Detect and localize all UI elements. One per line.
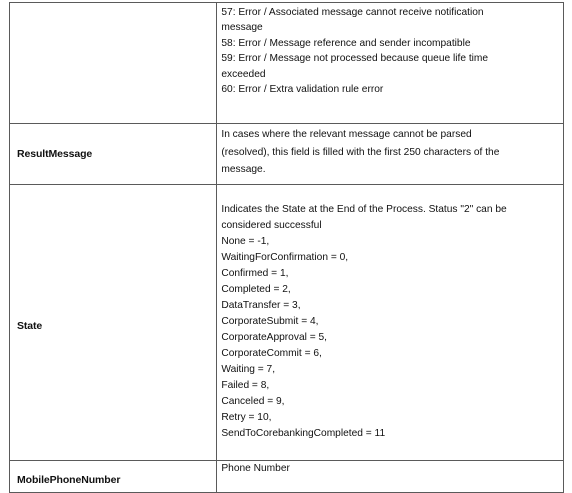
description-line: Retry = 10, <box>221 412 272 423</box>
field-description-table <box>9 2 564 493</box>
description-line: None = -1, <box>221 236 270 247</box>
description-line: message <box>221 22 263 34</box>
description-line: DataTransfer = 3, <box>221 300 301 311</box>
description-line: (resolved), this field is filled with the first 250 characters of the <box>221 146 500 158</box>
description-line: CorporateCommit = 6, <box>221 348 322 359</box>
table-row <box>10 461 564 493</box>
description-line: Confirmed = 1, <box>221 268 289 279</box>
description-line: Waiting = 7, <box>221 364 276 375</box>
table-row <box>10 124 564 185</box>
description-line: message. <box>221 164 266 175</box>
description-line: Failed = 8, <box>221 380 270 391</box>
field-description-cell <box>217 124 564 185</box>
field-name-cell: ResultMessage <box>10 124 217 185</box>
table-row <box>10 3 564 124</box>
description-line: exceeded <box>221 68 266 80</box>
field-description-cell <box>217 185 564 461</box>
description-line: In cases where the relevant message cannot be parsed <box>221 129 472 140</box>
description-line: WaitingForConfirmation = 0, <box>221 252 349 263</box>
field-description-cell <box>217 461 564 493</box>
description-line: CorporateSubmit = 4, <box>221 316 319 327</box>
description-line: Canceled = 9, <box>221 396 285 407</box>
description-line: 58: Error / Message reference and sender incompatible <box>221 37 471 49</box>
field-description-cell <box>217 3 564 124</box>
field-name-cell: MobilePhoneNumber <box>10 461 217 493</box>
description-line: 60: Error / Extra validation rule error <box>221 84 384 96</box>
description-line: CorporateApproval = 5, <box>221 332 327 343</box>
field-name-cell: State <box>10 185 217 461</box>
field-name-cell <box>10 3 217 124</box>
description-line: Completed = 2, <box>221 284 291 295</box>
description-line: 57: Error / Associated message cannot receive notification <box>221 7 484 18</box>
description-line: SendToCorebankingCompleted = 11 <box>221 428 386 439</box>
table-row <box>10 185 564 461</box>
description-line: Phone Number <box>221 463 290 474</box>
description-line: 59: Error / Message not processed because queue life time <box>221 53 489 65</box>
description-line: Indicates the State at the End of the Process. Status "2" can be <box>221 204 507 215</box>
description-line: considered successful <box>221 220 322 231</box>
